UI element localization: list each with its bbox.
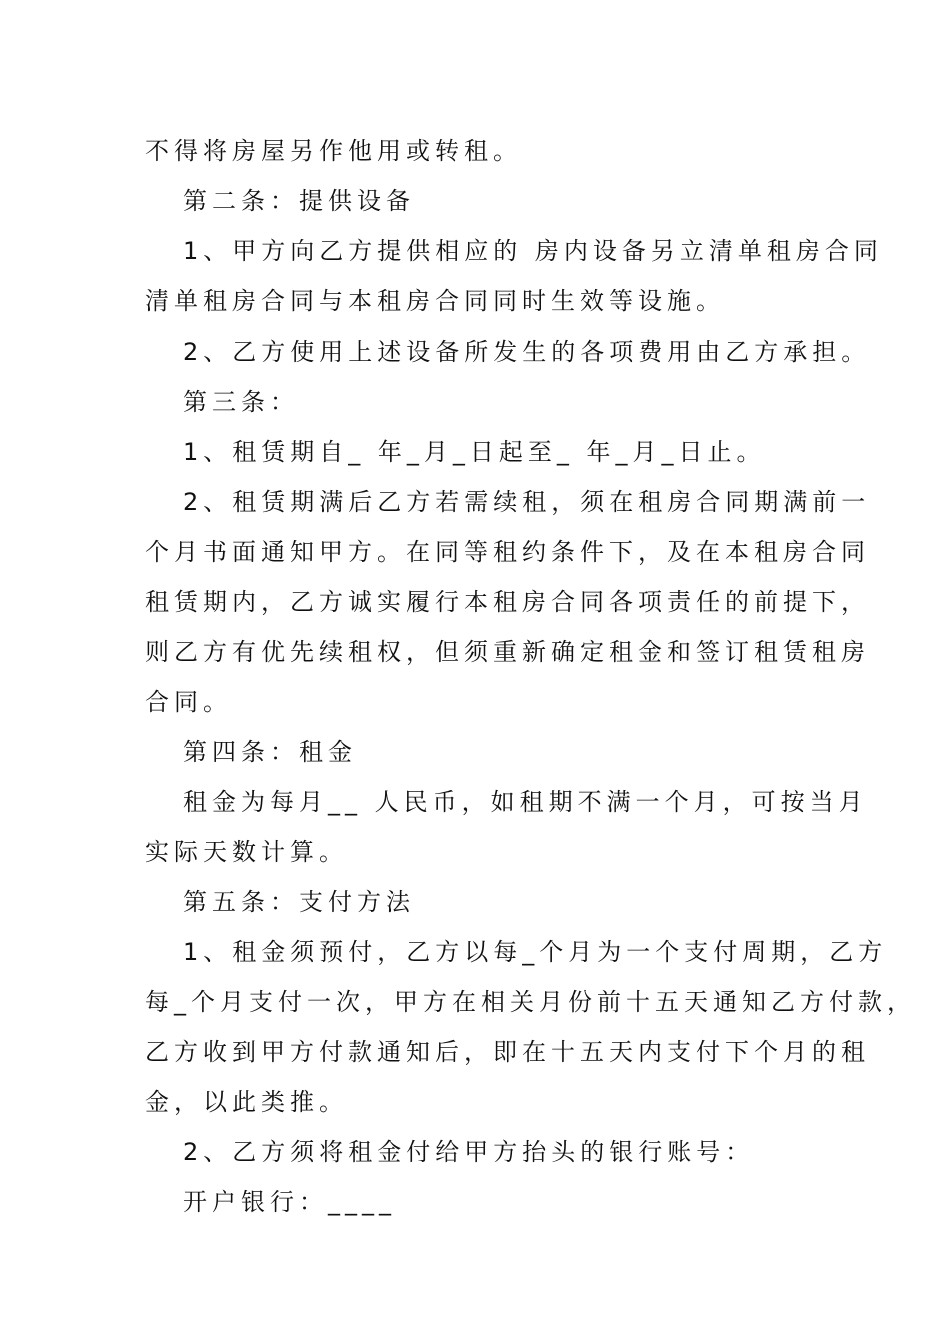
text-line: 个月书面通知甲方。在同等租约条件下，及在本租房合同 <box>145 538 870 566</box>
text-line: 清单租房合同与本租房合同同时生效等设施。 <box>145 287 725 315</box>
text-line: 每_个月支付一次，甲方在相关月份前十五天通知乙方付款， <box>145 988 916 1016</box>
text-line: 合同。 <box>145 688 232 716</box>
section-heading: 第二条：提供设备 <box>183 187 415 215</box>
section-heading: 第四条：租金 <box>183 738 357 766</box>
text-line: 实际天数计算。 <box>145 838 348 866</box>
text-line: 乙方收到甲方付款通知后，即在十五天内支付下个月的租 <box>145 1038 870 1066</box>
text-line: 租赁期内，乙方诚实履行本租房合同各项责任的前提下， <box>145 588 870 616</box>
section-heading: 第五条：支付方法 <box>183 888 415 916</box>
text-line: 2、乙方使用上述设备所发生的各项费用由乙方承担。 <box>183 338 871 366</box>
text-line: 2、租赁期满后乙方若需续租，须在租房合同期满前一 <box>183 488 871 516</box>
text-line: 租金为每月__ 人民币，如租期不满一个月，可按当月 <box>183 788 868 816</box>
text-line: 1、租赁期自_ 年_月_日起至_ 年_月_日止。 <box>183 438 766 466</box>
text-line: 2、乙方须将租金付给甲方抬头的银行账号： <box>183 1138 755 1166</box>
text-line: 不得将房屋另作他用或转租。 <box>145 137 522 165</box>
text-line: 则乙方有优先续租权，但须重新确定租金和签订租赁租房 <box>145 638 870 666</box>
text-line: 1、租金须预付，乙方以每_个月为一个支付周期，乙方 <box>183 938 888 966</box>
text-line: 开户银行：____ <box>183 1188 396 1216</box>
text-line: 金，以此类推。 <box>145 1088 348 1116</box>
text-line: 1、甲方向乙方提供相应的 房内设备另立清单租房合同 <box>183 237 883 265</box>
section-heading: 第三条： <box>183 388 299 416</box>
